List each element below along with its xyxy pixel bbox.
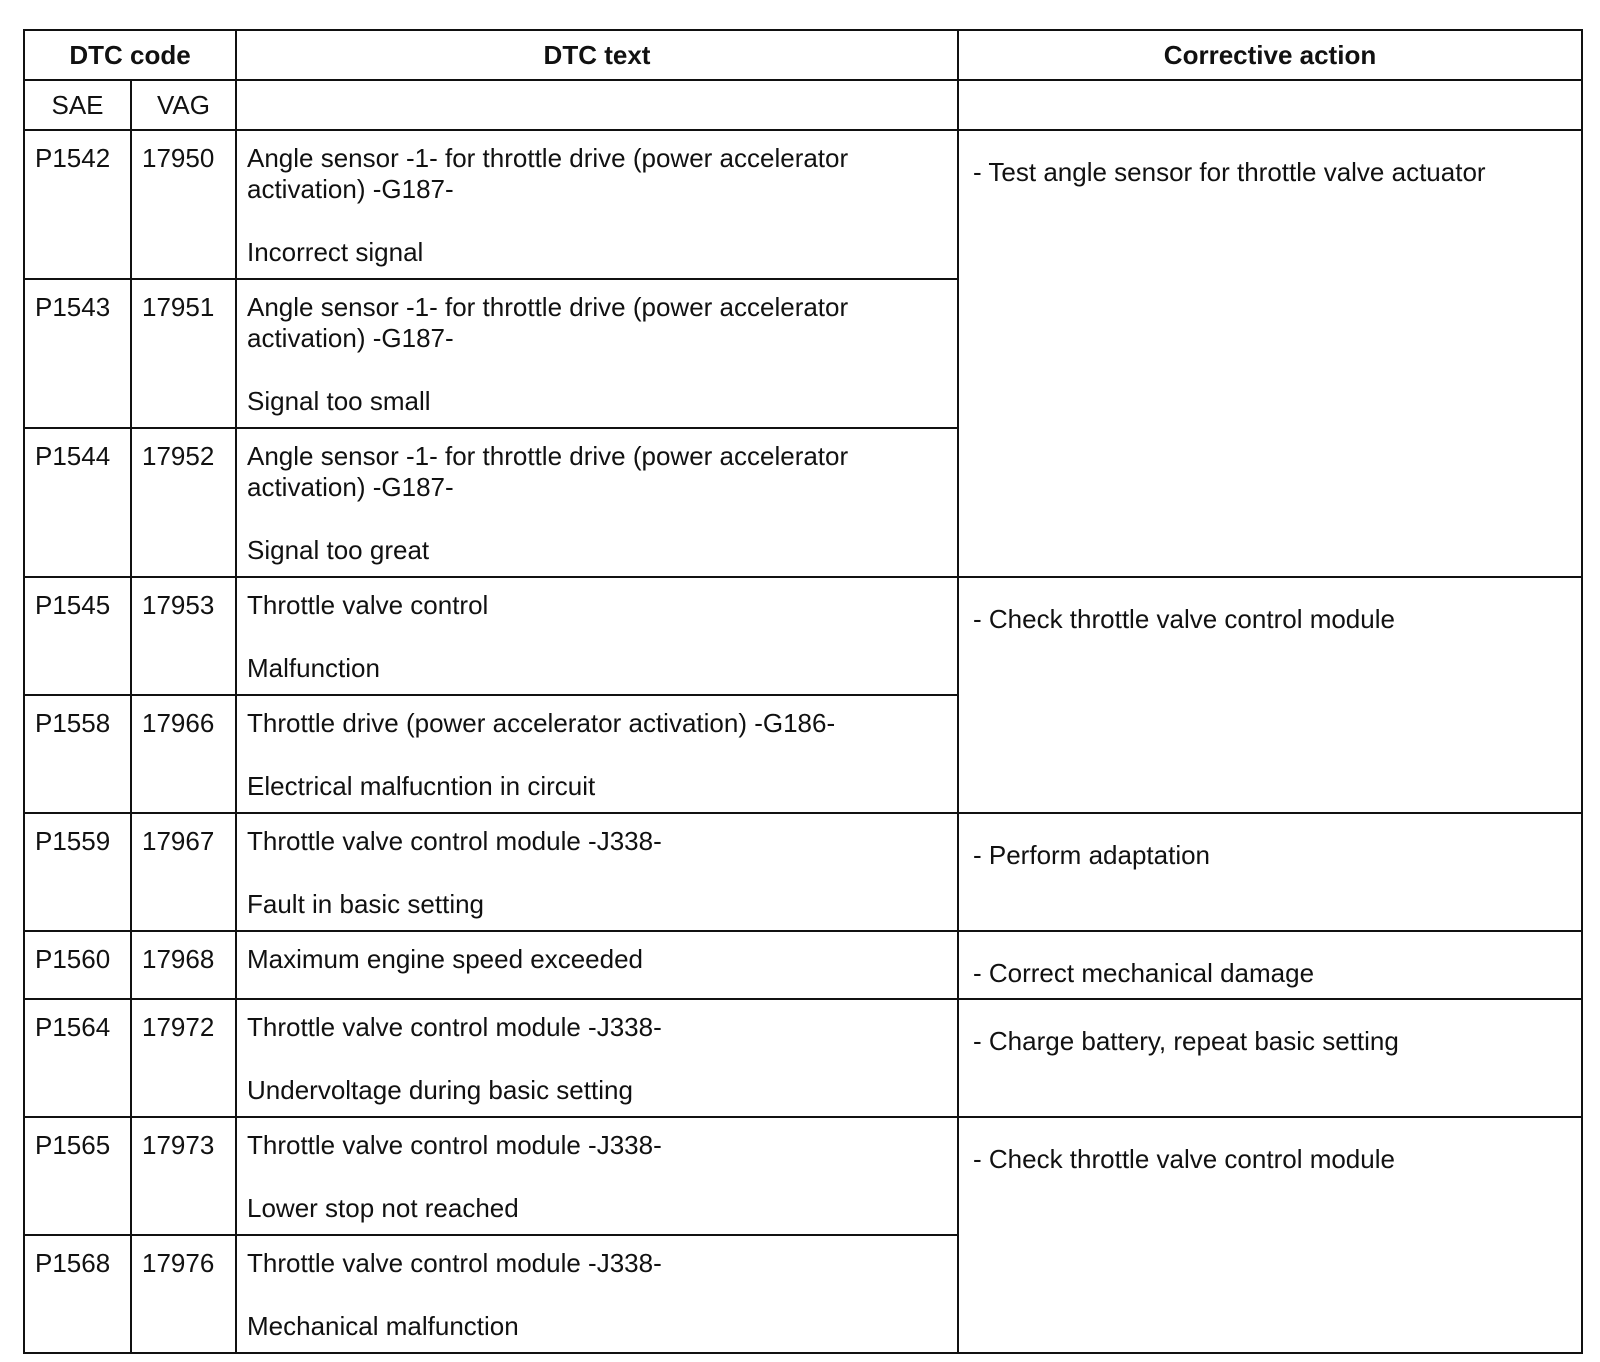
dtc-text-cell	[236, 130, 958, 279]
dtc-text: Throttle valve control module -J338-	[247, 826, 662, 856]
dtc-text-cell	[236, 577, 958, 695]
sae-code: P1545	[24, 577, 131, 695]
dtc-text: Angle sensor -1- for throttle drive (power accelerator activation) -G187-	[247, 143, 849, 204]
sae-code: P1543	[24, 279, 131, 428]
sae-code: P1565	[24, 1117, 131, 1235]
dtc-detail: Lower stop not reached	[247, 1193, 519, 1223]
corrective-action: - Charge battery, repeat basic setting	[958, 999, 1582, 1117]
vag-code: 17952	[131, 428, 236, 577]
header-blank-text	[236, 80, 958, 130]
header-corrective-action: Corrective action	[958, 30, 1582, 80]
sae-code: P1568	[24, 1235, 131, 1353]
corrective-action: - Check throttle valve control module	[958, 1117, 1582, 1353]
table-row	[24, 1117, 1582, 1235]
corrective-action: - Perform adaptation	[958, 813, 1582, 931]
vag-code: 17953	[131, 577, 236, 695]
sae-code: P1558	[24, 695, 131, 813]
sae-code: P1560	[24, 931, 131, 999]
dtc-detail: Signal too great	[247, 535, 430, 565]
dtc-text-cell	[236, 428, 958, 577]
table-row	[24, 130, 1582, 279]
table-row	[24, 999, 1582, 1117]
dtc-text: Throttle valve control module -J338-	[247, 1248, 662, 1278]
table-row	[24, 931, 1582, 999]
dtc-detail: Signal too small	[247, 386, 431, 416]
dtc-text-cell	[236, 1117, 958, 1235]
dtc-text: Throttle drive (power accelerator activation) -G186-	[247, 708, 836, 738]
table-row	[24, 813, 1582, 931]
dtc-detail: Malfunction	[247, 653, 380, 683]
vag-code: 17966	[131, 695, 236, 813]
vag-code: 17967	[131, 813, 236, 931]
corrective-action: - Correct mechanical damage	[958, 931, 1582, 999]
vag-code: 17951	[131, 279, 236, 428]
header-vag: VAG	[131, 80, 236, 130]
dtc-text-cell	[236, 931, 958, 999]
sae-code: P1564	[24, 999, 131, 1117]
corrective-action: - Check throttle valve control module	[958, 577, 1582, 813]
header-dtc-text: DTC text	[236, 30, 958, 80]
dtc-detail: Fault in basic setting	[247, 889, 485, 919]
dtc-text-cell	[236, 999, 958, 1117]
dtc-text: Throttle valve control module -J338-	[247, 1130, 662, 1160]
sae-code: P1559	[24, 813, 131, 931]
dtc-text: Throttle valve control module -J338-	[247, 1012, 662, 1042]
vag-code: 17968	[131, 931, 236, 999]
vag-code: 17950	[131, 130, 236, 279]
sae-code: P1544	[24, 428, 131, 577]
sae-code: P1542	[24, 130, 131, 279]
corrective-action: - Test angle sensor for throttle valve actuator	[958, 130, 1582, 577]
dtc-detail: Undervoltage during basic setting	[247, 1075, 633, 1105]
vag-code: 17976	[131, 1235, 236, 1353]
dtc-text: Angle sensor -1- for throttle drive (power accelerator activation) -G187-	[247, 292, 849, 353]
dtc-text-cell	[236, 1235, 958, 1353]
header-blank-action	[958, 80, 1582, 130]
dtc-detail: Electrical malfucntion in circuit	[247, 771, 596, 801]
dtc-text-cell	[236, 813, 958, 931]
vag-code: 17972	[131, 999, 236, 1117]
dtc-detail: Mechanical malfunction	[247, 1311, 519, 1341]
vag-code: 17973	[131, 1117, 236, 1235]
dtc-text-cell	[236, 279, 958, 428]
dtc-text: Maximum engine speed exceeded	[247, 944, 644, 974]
dtc-table	[23, 29, 1583, 1354]
dtc-text-cell	[236, 695, 958, 813]
dtc-text: Throttle valve control	[247, 590, 489, 620]
header-dtc-code: DTC code	[24, 30, 236, 80]
dtc-detail: Incorrect signal	[247, 237, 424, 267]
header-sae: SAE	[24, 80, 131, 130]
table-row	[24, 577, 1582, 695]
dtc-text: Angle sensor -1- for throttle drive (power accelerator activation) -G187-	[247, 441, 849, 502]
